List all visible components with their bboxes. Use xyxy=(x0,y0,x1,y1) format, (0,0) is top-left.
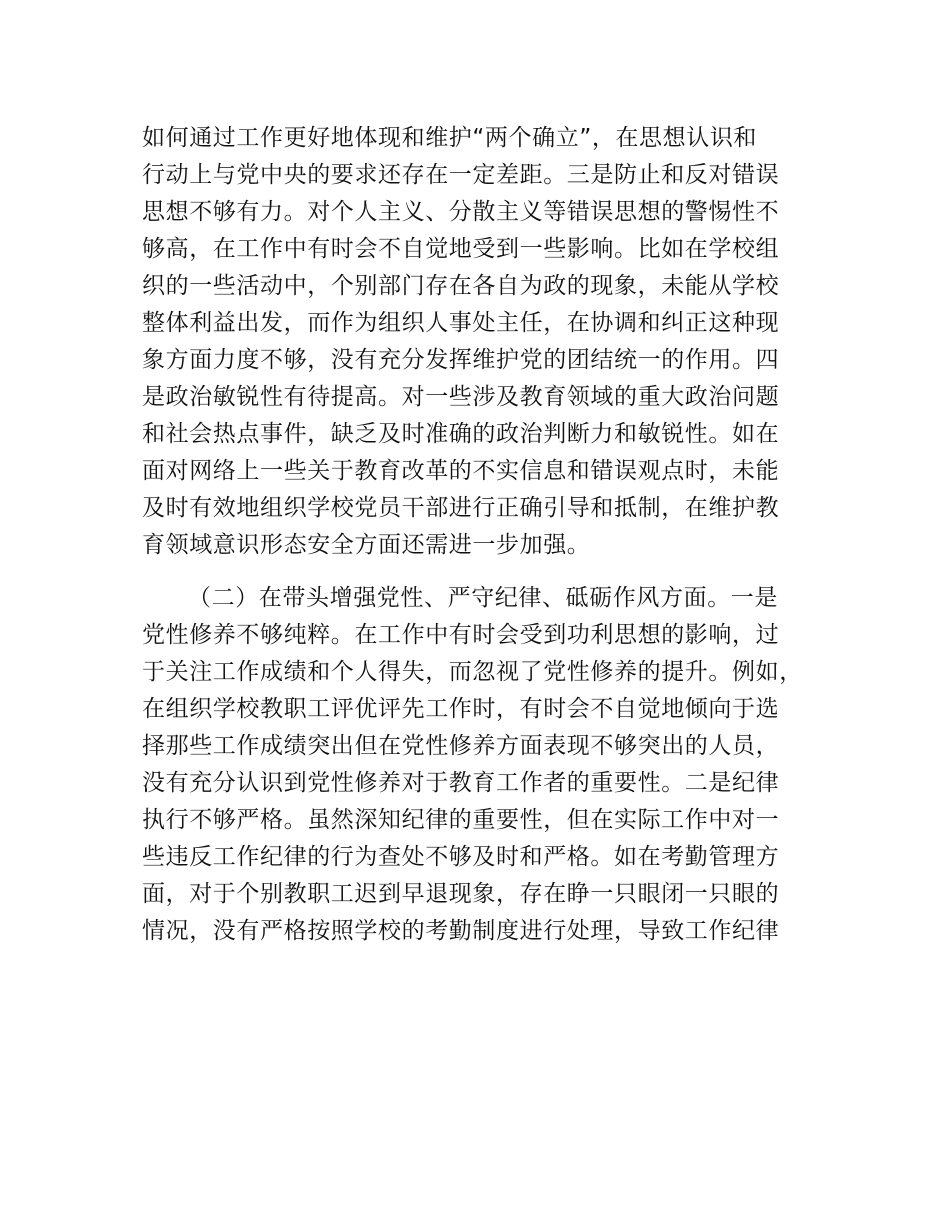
paragraph-1 xyxy=(142,120,842,564)
document-body xyxy=(142,120,842,950)
paragraph-line: 和社会热点事件，缺乏及时准确的政治判断力和敏锐性。如在 xyxy=(142,421,780,447)
paragraph-line: 党性修养不够纯粹。在工作中有时会受到功利思想的影响，过 xyxy=(142,622,780,648)
paragraph-line: 如何通过工作更好地体现和维护“两个确立”，在思想认识和 xyxy=(142,125,758,151)
paragraph-line: 择那些工作成绩突出但在党性修养方面表现不够突出的人员， xyxy=(142,733,780,759)
paragraph-line: 行动上与党中央的要求还存在一定差距。三是防止和反对错误 xyxy=(142,162,780,188)
paragraph-line: 面对网络上一些关于教育改革的不实信息和错误观点时，未能 xyxy=(142,458,780,484)
paragraph-spacer xyxy=(142,564,842,580)
paragraph-line: 情况，没有严格按照学校的考勤制度进行处理，导致工作纪律 xyxy=(142,918,780,944)
paragraph-line: 整体利益出发，而作为组织人事处主任，在协调和纠正这种现 xyxy=(142,310,780,336)
paragraph-line: 面，对于个别教职工迟到早退现象，存在睁一只眼闭一只眼的 xyxy=(142,881,780,907)
paragraph-line: 是政治敏锐性有待提高。对一些涉及教育领域的重大政治问题 xyxy=(142,384,780,410)
paragraph-line: 没有充分认识到党性修养对于教育工作者的重要性。二是纪律 xyxy=(142,770,780,796)
paragraph-line: 在组织学校教职工评优评先工作时，有时会不自觉地倾向于选 xyxy=(142,696,780,722)
paragraph-line: 象方面力度不够，没有充分发挥维护党的团结统一的作用。四 xyxy=(142,347,780,373)
paragraph-2 xyxy=(142,580,842,950)
paragraph-line: 思想不够有力。对个人主义、分散主义等错误思想的警惕性不 xyxy=(142,199,780,225)
paragraph-line: 及时有效地组织学校党员干部进行正确引导和抵制，在维护教 xyxy=(142,495,780,521)
paragraph-line: 些违反工作纪律的行为查处不够及时和严格。如在考勤管理方 xyxy=(142,844,780,870)
paragraph-line: 织的一些活动中，个别部门存在各自为政的现象，未能从学校 xyxy=(142,273,780,299)
paragraph-line: 于关注工作成绩和个人得失，而忽视了党性修养的提升。例如， xyxy=(142,659,803,685)
paragraph-line: 育领域意识形态安全方面还需进一步加强。 xyxy=(142,532,591,558)
section-heading-line: （二）在带头增强党性、严守纪律、砥砺作风方面。一是 xyxy=(188,585,778,611)
paragraph-line: 执行不够严格。虽然深知纪律的重要性，但在实际工作中对一 xyxy=(142,807,780,833)
paragraph-line: 够高，在工作中有时会不自觉地受到一些影响。比如在学校组 xyxy=(142,236,780,262)
